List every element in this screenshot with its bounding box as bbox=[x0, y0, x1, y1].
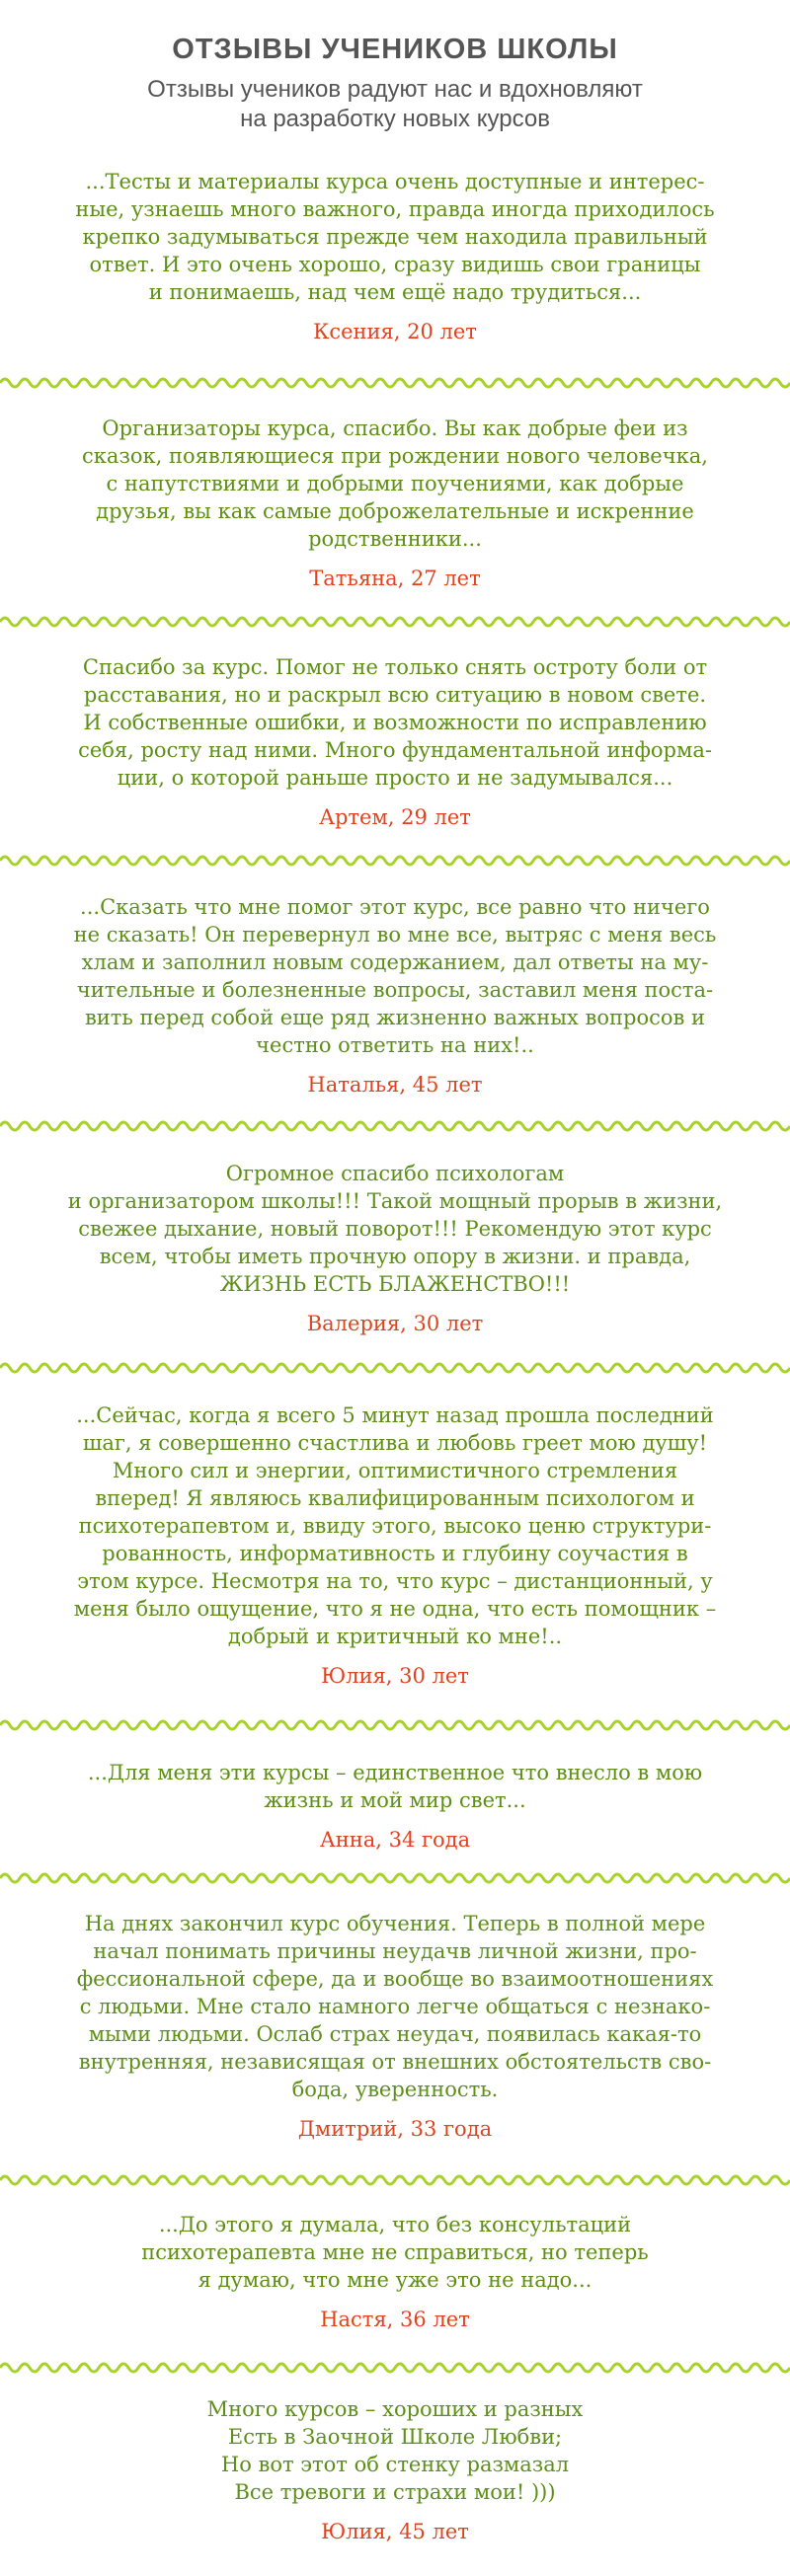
review-author: Настя, 36 лет bbox=[320, 2308, 470, 2331]
wavy-divider bbox=[0, 1116, 790, 1136]
review-text-line: внутренняя, независящая от внешних обстоятельств сво- bbox=[78, 2050, 712, 2074]
review-text-line: ...Тесты и материалы курса очень доступные и интерес- bbox=[85, 170, 705, 193]
review-text-line: бода, уверенность. bbox=[291, 2078, 499, 2101]
review-text-line: вперед! Я являюсь квалифицированным психологом и bbox=[95, 1486, 695, 1510]
review-item bbox=[20, 653, 770, 831]
review-text bbox=[20, 1759, 770, 1814]
review-text bbox=[20, 893, 770, 1059]
review-text-line: рованность, информативность и глубину соучастия в bbox=[102, 1542, 688, 1565]
review-text-line: Но вот этот об стенку размазал bbox=[220, 2453, 570, 2476]
review-text-line: друзья, вы как самые доброжелательные и искренние bbox=[96, 499, 694, 523]
review-text-line: ...До этого я думала, что без консультаций bbox=[158, 2213, 632, 2236]
review-text-line: шаг, я совершенно счастлива и любовь греет мою душу! bbox=[82, 1431, 708, 1455]
review-item bbox=[20, 893, 770, 1099]
review-author: Анна, 34 года bbox=[319, 1828, 471, 1852]
review-text-line: психотерапевтом и, ввиду этого, высоко ценю структури- bbox=[78, 1514, 712, 1538]
review-text-line: Есть в Заочной Школе Любви; bbox=[227, 2425, 563, 2449]
wavy-divider-line bbox=[0, 857, 790, 865]
subtitle-line: Отзывы учеников радуют нас и вдохновляют bbox=[147, 76, 643, 103]
review-text-line: ...Сказать что мне помог этот курс, все равно что ничего bbox=[80, 895, 710, 919]
page-header bbox=[0, 0, 790, 134]
review-text bbox=[20, 2395, 770, 2506]
review-text-line: свежее дыхание, новый поворот!!! Рекомендую этот курс bbox=[78, 1217, 712, 1241]
review-item bbox=[20, 2395, 770, 2545]
review-text-line: начал понимать причины неудачв личной жизни, про- bbox=[93, 1939, 697, 1963]
wavy-divider-line bbox=[0, 618, 790, 626]
review-item bbox=[20, 415, 770, 592]
review-text-line: честно ответить на них!.. bbox=[256, 1033, 534, 1057]
review-text-line: ...Для меня эти курсы – единственное что внесло в мою bbox=[87, 1761, 703, 1784]
review-text-line: На днях закончил курс обучения. Теперь в полной мере bbox=[84, 1912, 706, 1935]
wavy-divider-line bbox=[0, 1364, 790, 1372]
review-text-line: мыми людьми. Ослаб страх неудач, появилась какая-то bbox=[88, 2022, 702, 2046]
wavy-divider-line bbox=[0, 1122, 790, 1130]
review-text-line: Много сил и энергии, оптимистичного стремления bbox=[112, 1459, 678, 1482]
review-text bbox=[20, 1910, 770, 2103]
review-item bbox=[20, 1910, 770, 2143]
review-text-line: с людьми. Мне стало намного легче общаться с незнако- bbox=[79, 1995, 711, 2018]
review-text-line: и понимаешь, над чем ещё надо трудиться... bbox=[148, 280, 642, 304]
wavy-divider-line bbox=[0, 1874, 790, 1882]
review-text-line: ции, о которой раньше просто и не задумывался... bbox=[117, 766, 673, 790]
review-text-line: Огромное спасибо психологам bbox=[225, 1162, 565, 1185]
review-item bbox=[20, 168, 770, 345]
review-text bbox=[20, 1402, 770, 1650]
wavy-divider-line bbox=[0, 379, 790, 387]
review-text-line: и организатором школы!!! Такой мощный прорыв в жизни, bbox=[67, 1189, 723, 1213]
review-author: Дмитрий, 33 года bbox=[297, 2117, 493, 2141]
review-author: Артем, 29 лет bbox=[319, 805, 471, 829]
review-text-line: сказок, появляющиеся при рождении нового человечка, bbox=[82, 444, 708, 468]
review-author: Наталья, 45 лет bbox=[307, 1073, 483, 1097]
review-item bbox=[20, 1160, 770, 1337]
review-text bbox=[20, 1160, 770, 1298]
review-author: Юлия, 30 лет bbox=[321, 1664, 469, 1688]
wavy-divider bbox=[0, 851, 790, 871]
wavy-divider-line bbox=[0, 1721, 790, 1729]
review-text-line: родственники... bbox=[308, 527, 482, 551]
wavy-divider-line bbox=[0, 2176, 790, 2184]
wavy-divider bbox=[0, 612, 790, 632]
wavy-divider bbox=[0, 1715, 790, 1735]
review-text-line: Все тревоги и страхи мои! ))) bbox=[234, 2480, 556, 2504]
review-text-line: ответ. И это очень хорошо, сразу видишь свои границы bbox=[89, 253, 701, 276]
review-text bbox=[20, 415, 770, 553]
review-text-line: хлам и заполнил новым содержанием, дал ответы на му- bbox=[81, 950, 709, 974]
wavy-divider bbox=[0, 1358, 790, 1378]
review-text-line: всем, чтобы иметь прочную опору в жизни. и правда, bbox=[99, 1245, 691, 1268]
wavy-divider bbox=[0, 373, 790, 393]
review-author: Ксения, 20 лет bbox=[313, 320, 477, 343]
review-author: Валерия, 30 лет bbox=[306, 1312, 484, 1335]
wavy-divider bbox=[0, 2170, 790, 2190]
review-text-line: вить перед собой еще ряд жизненно важных вопросов и bbox=[84, 1006, 705, 1029]
review-text-line: этом курсе. Несмотря на то, что курс – дистанционный, у bbox=[77, 1569, 713, 1593]
review-text-line: я думаю, что мне уже это не надо... bbox=[198, 2268, 592, 2292]
review-text-line: психотерапевта мне не справиться, но теперь bbox=[141, 2240, 649, 2264]
review-text-line: ные, узнаешь много важного, правда иногда приходилось bbox=[75, 197, 715, 221]
wavy-divider bbox=[0, 1868, 790, 1888]
review-item bbox=[20, 1402, 770, 1690]
review-text bbox=[20, 168, 770, 306]
review-text-line: жизнь и мой мир свет... bbox=[264, 1788, 526, 1812]
page-title: ОТЗЫВЫ УЧЕНИКОВ ШКОЛЫ bbox=[172, 34, 618, 65]
subtitle-line: на разработку новых курсов bbox=[240, 106, 550, 132]
review-item bbox=[20, 2211, 770, 2333]
review-text-line: И собственные ошибки, и возможности по исправлению bbox=[83, 711, 707, 734]
review-text-line: расставания, но и раскрыл всю ситуацию в новом свете. bbox=[83, 683, 707, 707]
review-text-line: Много курсов – хороших и разных bbox=[206, 2397, 584, 2421]
review-text-line: чительные и болезненные вопросы, заставил меня поста- bbox=[76, 978, 714, 1002]
review-text-line: добрый и критичный ко мне!.. bbox=[227, 1625, 563, 1648]
review-item bbox=[20, 1759, 770, 1854]
wavy-divider-line bbox=[0, 2364, 790, 2372]
review-text-line: себя, росту над ними. Много фундаментальной информа- bbox=[78, 738, 712, 762]
review-author: Татьяна, 27 лет bbox=[309, 567, 481, 590]
review-text-line: фессиональной сфере, да и вообще во взаимоотношениях bbox=[76, 1967, 714, 1991]
review-text-line: Организаторы курса, спасибо. Вы как добрые феи из bbox=[102, 417, 688, 440]
review-text-line: с напутствиями и добрыми поучениями, как добрые bbox=[106, 472, 684, 495]
review-text bbox=[20, 653, 770, 792]
review-text-line: ...Сейчас, когда я всего 5 минут назад прошла последний bbox=[76, 1403, 714, 1427]
wavy-divider bbox=[0, 2358, 790, 2378]
review-text-line: крепко задумываться прежде чем находила правильный bbox=[82, 225, 708, 249]
review-text-line: Спасибо за курс. Помог не только снять остроту боли от bbox=[82, 655, 708, 679]
page-subtitle bbox=[0, 75, 790, 134]
review-text-line: не сказать! Он перевернул во мне все, вытряс с меня весь bbox=[73, 923, 717, 947]
review-author: Юлия, 45 лет bbox=[321, 2520, 469, 2543]
review-text bbox=[20, 2211, 770, 2294]
review-text-line: ЖИЗНЬ ЕСТЬ БЛАЖЕНСТВО!!! bbox=[219, 1272, 571, 1296]
review-text-line: меня было ощущение, что я не одна, что есть помощник – bbox=[73, 1597, 717, 1621]
